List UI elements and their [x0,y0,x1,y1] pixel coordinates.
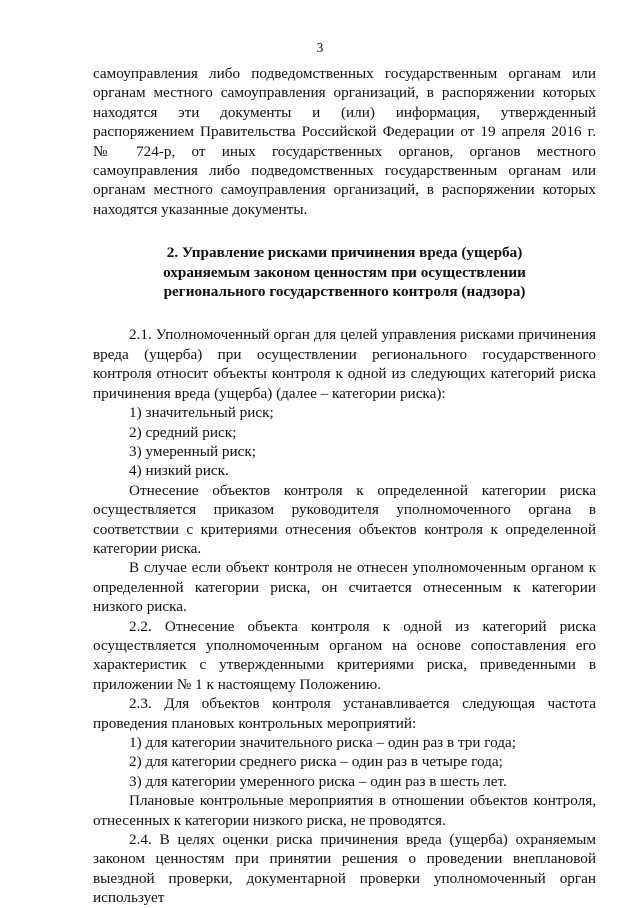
low-risk-paragraph: Плановые контрольные мероприятия в отношении объектов контроля, отнесенных к категории низкого риска, не проводятся. [93,792,596,829]
paragraph-2-3: 2.3. Для объектов контроля устанавливается следующая частота проведения плановых контрольных мероприятий: [93,695,596,732]
risk-category-item: 1) значительный риск; [129,404,274,422]
page-number: 3 [316,40,324,55]
frequency-item: 3) для категории умеренного риска – один раз в шесть лет. [129,772,507,790]
section-heading-line: 2. Управление рисками причинения вреда (ущерба) [166,244,523,262]
document-body [93,64,596,908]
section-heading-line: охраняемым законом ценностям при осуществлении [163,263,526,281]
paragraph-2-2: 2.2. Отнесение объекта контроля к одной из категорий риска осуществляется уполномоченным органом на основе сопоставления его характеристик с утвержденными критериями риска, приведенными в приложении № 1 к настоящему Положению. [93,617,596,693]
risk-category-item: 3) умеренный риск; [129,442,256,460]
intro-paragraph: самоуправления либо подведомственных государственным органам или органам местного самоуправления организаций, в распоряжении которых находятся эти документы и (или) информация, утвержденный распоряжением Правительства Российской Федерации от 19 апреля 2016 г. № 724-р, от иных государственных органов, органов местного самоуправления либо подведомственных государственным органам или органам местного самоуправления организаций, в распоряжении которых находятся указанные документы. [93,65,596,218]
section-heading [93,243,596,301]
risk-category-item: 2) средний риск; [129,423,237,441]
section-heading-line: регионального государственного контроля (надзора) [163,283,526,301]
frequency-item: 1) для категории значительного риска – один раз в три года; [129,734,516,751]
paragraph-2-1: 2.1. Уполномоченный орган для целей управления рисками причинения вреда (ущерба) при осуществлении регионального государственного контроля относит объекты контроля к одной из следующих категорий риска причинения вреда (ущерба) (далее – категории риска): [93,326,596,402]
frequency-item: 2) для категории среднего риска – один раз в четыре года; [129,753,503,771]
default-category-paragraph: В случае если объект контроля не отнесен уполномоченным органом к определенной категории риска, он считается отнесенным к категории низкого риска. [93,559,596,616]
paragraph-2-4: 2.4. В целях оценки риска причинения вреда (ущерба) охраняемым законом ценностям при принятии решения о проведении внеплановой выездной проверки, документарной проверки уполномоченный орган использует [93,831,596,907]
risk-category-item: 4) низкий риск. [129,462,229,480]
assignment-paragraph: Отнесение объектов контроля к определенной категории риска осуществляется приказом руководителя уполномоченного органа в соответствии с критериями отнесения объектов контроля к определенной категории риска. [93,481,596,557]
